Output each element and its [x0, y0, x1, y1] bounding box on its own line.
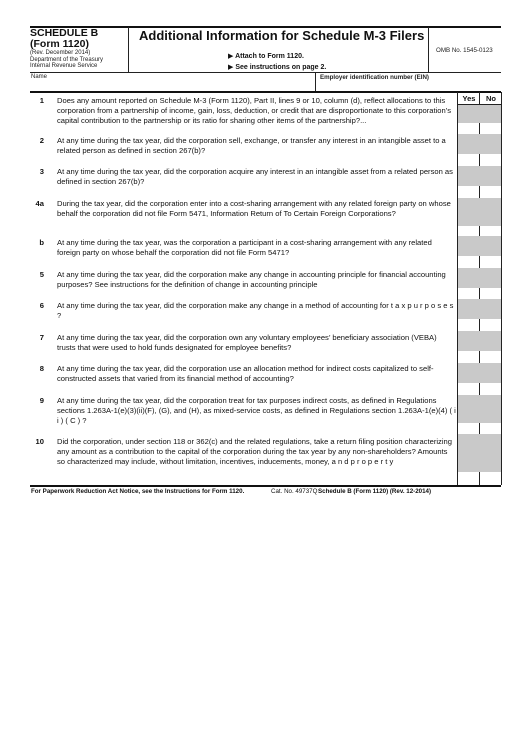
shaded-cells-1	[458, 105, 501, 123]
department: Department of the Treasury	[30, 56, 104, 63]
revision-block	[30, 50, 103, 70]
shaded-cells-2	[458, 134, 501, 154]
question-number: 6	[39, 301, 44, 310]
catalog-number: Cat. No. 49737Q	[271, 488, 318, 495]
no-column-right-border	[501, 92, 502, 485]
name-label: Name	[31, 74, 48, 80]
question-number: 4a	[35, 199, 44, 208]
paperwork-notice: For Paperwork Reduction Act Notice, see the Instructions for Form 1120.	[31, 488, 245, 495]
footer-rule	[30, 485, 501, 487]
shaded-cells-6	[458, 299, 501, 319]
form-identifier: Schedule B (Form 1120) (Rev. 12-2014)	[318, 488, 432, 495]
name-row-bottom-rule	[30, 91, 501, 93]
question-number: 9	[39, 396, 44, 405]
question-text: At any time during the tax year, did the corporation use an allocation method for indirect costs capitalized to self-constructed assets that varied from its financial method of accounting?	[57, 364, 434, 383]
question-text: Did the corporation, under section 118 or 362(c) and the related regulations, take a return filing position characterizing any amount as a contribution to the capital of the corporation during the tax year by any non-shareholders? Amounts so characterized may include, without limitation, incentives, inducements, money, a n d p r o p e r t y	[57, 437, 452, 466]
question-text: At any time during the tax year, did the corporation acquire any interest in an intangible asset from a related person as defined in section 267(b)?	[57, 167, 453, 186]
attach-note: ▶ Attach to Form 1120.	[228, 53, 304, 60]
shaded-cells-5	[458, 268, 501, 288]
question-number: 10	[35, 437, 44, 446]
schedule-id	[30, 28, 98, 50]
shaded-cells-9	[458, 395, 501, 423]
shaded-cells-8	[458, 363, 501, 383]
agency: Internal Revenue Service	[30, 63, 98, 70]
question-text: At any time during the tax year, did the corporation make any change in a method of accounting for t a x p u r p o s e s ?	[57, 301, 454, 320]
form-title: Additional Information for Schedule M-3 Filers	[139, 28, 425, 43]
question-number: 8	[39, 364, 44, 373]
question-text: At any time during the tax year, was the corporation a participant in a cost-sharing arrangement with any related foreign party on whose behalf the corporation did not file Form 5471?	[57, 238, 432, 257]
shaded-cells-4a	[458, 198, 501, 226]
question-number: b	[39, 238, 44, 247]
question-number: 7	[39, 333, 44, 342]
instructions-block	[228, 52, 326, 73]
question-text: At any time during the tax year, did the corporation make any change in accounting principle for financial accounting purposes? See instructions for the definition of change in accounting principle	[57, 270, 446, 289]
question-text: At any time during the tax year, did the corporation own any voluntary employees’ beneficiary association (VEBA) trusts that were used to hold funds designated for employee benefits?	[57, 333, 437, 352]
question-text: At any time during the tax year, did the corporation sell, exchange, or transfer any interest in an intangible asset to a related person as defined in section 267(b)?	[57, 136, 446, 155]
shaded-cells-b	[458, 236, 501, 256]
revision-date: (Rev. December 2014)	[30, 50, 91, 56]
answer-yes-1[interactable]	[458, 123, 479, 133]
schedule-label: SCHEDULE B	[30, 27, 99, 39]
shaded-cells-10	[458, 434, 501, 472]
see-instructions-link[interactable]: ▶ See instructions on page 2.	[228, 63, 327, 71]
form-label: (Form 1120)	[30, 38, 89, 50]
answer-yes-10[interactable]	[458, 472, 479, 484]
question-text: At any time during the tax year, did the corporation treat for tax purposes indirect costs, as defined in Regulations sections 1.263A-1(e)(3)(ii)(F), (G), and (H), as mixed-service costs, as defined in Regulations section 1.263A-1(e)(4) ( i i ) ( C ) ?	[57, 396, 456, 425]
no-column-header: No	[486, 94, 496, 103]
answer-no-10[interactable]	[480, 472, 501, 484]
question-text: During the tax year, did the corporation enter into a cost-sharing arrangement with any related foreign party on whose behalf the corporation did not file Form 5471, Information Return of To Certain Foreign Corporations?	[57, 199, 451, 218]
question-text: Does any amount reported on Schedule M-3 (Form 1120), Part II, lines 9 or 10, column (d), reflect allocations to this corporation from a partnership of income, gain, loss, deduction, or credit that are disproportionate to this corporation’s capital contribution to the partnership or its ratio for sharing other items of the partnership?...	[57, 96, 452, 125]
question-number: 1	[39, 96, 44, 105]
question-number: 2	[39, 136, 44, 145]
shaded-cells-3	[458, 166, 501, 186]
ein-label: Employer identification number (EIN)	[320, 74, 429, 81]
name-field[interactable]	[30, 73, 314, 90]
ein-field[interactable]	[316, 73, 501, 90]
question-number: 3	[39, 167, 44, 176]
shaded-cells-7	[458, 331, 501, 351]
answer-no-1[interactable]	[480, 123, 501, 133]
omb-number: OMB No. 1545-0123	[436, 47, 493, 54]
yes-column-header: Yes	[462, 94, 476, 103]
header-divider-left	[128, 27, 129, 72]
question-number: 5	[39, 270, 44, 279]
header-divider-right	[428, 27, 429, 72]
